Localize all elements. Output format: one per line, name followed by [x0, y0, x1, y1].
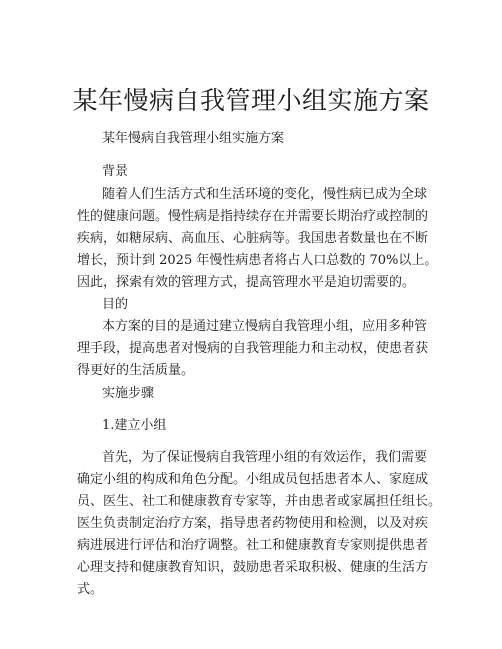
- section-heading-purpose: 目的: [102, 297, 129, 312]
- purpose-line: 理手段，提高患者对慢病的自我管理能力和主动权，使患者获: [77, 341, 429, 356]
- purpose-paragraph: [77, 316, 437, 382]
- section-heading-background: 背景: [102, 164, 129, 179]
- document-subtitle: 某年慢病自我管理小组实施方案: [102, 131, 285, 146]
- purpose-line: 得更好的生活质量。: [77, 363, 195, 378]
- background-paragraph: [77, 184, 437, 294]
- step1-line: 病进展进行评估和治疗调整。社工和健康教育专家则提供患者: [77, 538, 429, 553]
- step1-line: 员、医生、社工和健康教育专家等，并由患者或家属担任组长。: [77, 494, 442, 509]
- purpose-line: 本方案的目的是通过建立慢病自我管理小组，应用多种管: [102, 319, 428, 334]
- background-line: 性的健康问题。慢性病是指持续存在并需要长期治疗或控制的: [77, 209, 429, 224]
- step1-line: 式。: [77, 582, 104, 597]
- step1-line: 首先，为了保证慢病自我管理小组的有效运作，我们需要: [102, 450, 428, 465]
- background-line: 疾病，如糖尿病、高血压、心脏病等。我国患者数量也在不断: [77, 231, 429, 246]
- background-line: 因此，探索有效的管理方式，提高管理水平是迫切需要的。: [77, 275, 416, 290]
- document-title: 某年慢病自我管理小组实施方案: [72, 86, 430, 115]
- background-line: 增长，预计到 2025 年慢性病患者将占人口总数的 70%以上。: [77, 253, 438, 268]
- step1-line: 医生负责制定治疗方案，指导患者药物使用和检测，以及对疾: [77, 516, 429, 531]
- step1-heading: 1.建立小组: [102, 418, 167, 433]
- background-line: 随着人们生活方式和生活环境的变化，慢性病已成为全球: [102, 187, 428, 202]
- step1-line: 确定小组的构成和角色分配。小组成员包括患者本人、家庭成: [77, 472, 429, 487]
- section-heading-steps: 实施步骤: [102, 386, 155, 401]
- step1-line: 心理支持和健康教育知识，鼓励患者采取积极、健康的生活方: [77, 560, 429, 575]
- step1-paragraph: [77, 447, 442, 601]
